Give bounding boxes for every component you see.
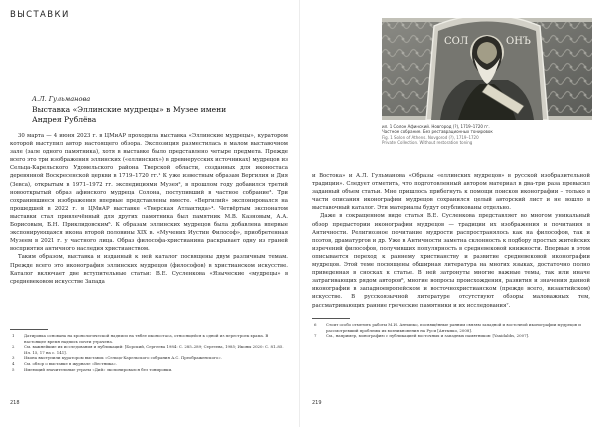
caption-title: ил. 1 Солон Афинский. Новгород (?), 1719–1720 гг. [382,124,490,129]
right-footnotes [312,322,592,339]
paragraph: Даже в сокращенном виде статья В.Е. Сусленкова представляет во многом уникальный обзор предыстории иконографии мудрецов — традиции их изображения и почитания в Античности. Религиозное почитание мудрости распространялось как на философов, так и поэтов, драматургов и др. Уже в Античности заметна склонность к подбору простых житейских изречений философов, получивших популярность в средневековой книжности. Впервые в этом описывается переход к раннему христианству и развитие средневековой иконографии мудрецов. Этой теме посвящены обширная литература на многих языках, достаточно полно приведенная в сносках к статье. В ней затронуты многие важные темы, так или иначе затрагивающих рядом авторов⁶, многие вопросы происхождения, развития и значения данной иконографии в западноевропейском и восточнохристианском (прежде всего, византийском) искусстве. В русскоязычной литературе отсутствуют обзоры маловажных тем, рассматривающих ранние греческие памятники и их исследования⁷. [312,213,590,309]
footnote: 5 Имеющий значительные утраты «Дий» экспонировался без тонировки. [12,366,173,372]
footnote-divider [312,318,350,319]
paragraph: 30 марта — 4 июня 2023 г. в ЦМиАР проходила выставка «Эллинские мудрецы», куратором которой выступил автор настоящего обзора. Экспозиция разместилась в малом выставочном зале (зале одного памятника), хотя в выставке было представлено четыре предмета. Прежде всего это три изображения эллинских («еллинских») в древнерусских источниках) мудрецов из Сельца-Карельского Удомельского района Тверской области, созданных для иконостаса деревянной Воскресенской церкви в 1719–1720 гг.¹ К уже известным образам Вергилия и Дия (Зевса), открытым в 1971–1972 гг. экспедициями Музея², в прошлом году добавился третий новооткрытый образ афинского мудреца Солона, поступивший в частное собрание³. Три сохранившиеся изображения впервые представлены вместе. «Вергилий» экспонировался на прошедшей в 2022 г. в ЦМиАР выставке «Тверская Атлантида»⁴. Четвёртым экспонатом выставки стал привлечённый для других памятника был памятник М.В. Казновым, А.А. Борисовым, Б.Н. Приклидовским⁵. К образам эллинских мудрецов была добавлена впервые экспонирующаяся икона второй половины XIX в. «Мучених Иустин Философ», приобретенная Музеем в 2021 г. у частного лица. Образ философа-христианина раскрывает одну из граней восприятия античного наследия христианством. [10,133,288,253]
left-footnotes [10,333,290,372]
paragraph: Таким образом, выставка и изданный к ней каталог посвящены двум различным темам. Прежде всего это иконография эллинских мудрецов (философов) в христианском искусстве. Каталог включает две вступительные статьи: В.Е. Сусленкова «Языческие «мудрецы» в средневековом искусстве Запада [10,254,288,285]
section-title: ВЫСТАВКИ [10,10,70,20]
article-title: Выставка «Эллинские мудрецы» в Музее имени Андрея Рублёва [32,105,227,124]
caption-note-en: Private Collection. Without restoration toning [382,140,473,146]
left-body-text [10,132,288,286]
right-body-text [312,172,590,310]
footnote-divider [10,329,48,330]
page-number: 218 [10,400,20,406]
right-page [300,0,600,427]
caption-title-en: Fig. 1 Solon of Athens. Novgorod (?), 1719–1720 [382,134,479,140]
footnote: 7 См., например, монографию с публикацией восточных и западных памятников: [Yanidabbs, 2007]. [314,333,530,339]
paragraph: и Востока» и А.Л. Гульманова «Образы «еллинских мудрецов» в русской изобразительной традиции». Следует отметить, что подготовленный автором материал в два-три раза превысил заданный объем статьи. Мне пришлось прибегнуть к помощи поисков иконографии – только в части описания иконографии мудрецов сохранился целый авторский лист и не вошло в выставочный каталог. Эти материалы будут опубликованы отдельно. [312,173,590,212]
footnote: 4 См. обзор о выставке в журнале «Вестника». [12,360,118,366]
article-author: А.Л. Гульманова [32,95,91,103]
footnote: 2 См. важнейшие их исследования и публикаций: [Борский, Сергеева 1984: С. 285–289; Сергеева, 1985; Иконы 2020: С. 81–85. Ил. 15, 17 на с. 141]. [12,344,284,355]
inscription-left: СОЛ [444,36,469,47]
page-number: 219 [312,400,322,406]
icon-photograph [382,18,592,120]
solon-icon-image [382,18,592,120]
figure-caption [382,124,522,146]
footnote: 3 Икона выступили куратором выставок «Сельцо-Карельского собрания А.С. Преображенского». [12,355,222,361]
caption-note: Частное собрание. Без реставрационных тонировок [382,129,493,135]
inscription-right: ОНЪ [506,36,531,47]
footnote: 1 Датировка основана на хронологической надписи на тябле иконостаса, относящейся к одной из перестроек храма. В настоящее время надпись почти утрачена. [12,333,269,344]
footnote: 6 Стоит особо отметить работы М.И. Антыпко, посвящённые ранним связям западной и восточной иконографии мудрецов и рассмотревший проблемы их возникновения на Руси [Антыпко, 2008]. [314,322,581,333]
